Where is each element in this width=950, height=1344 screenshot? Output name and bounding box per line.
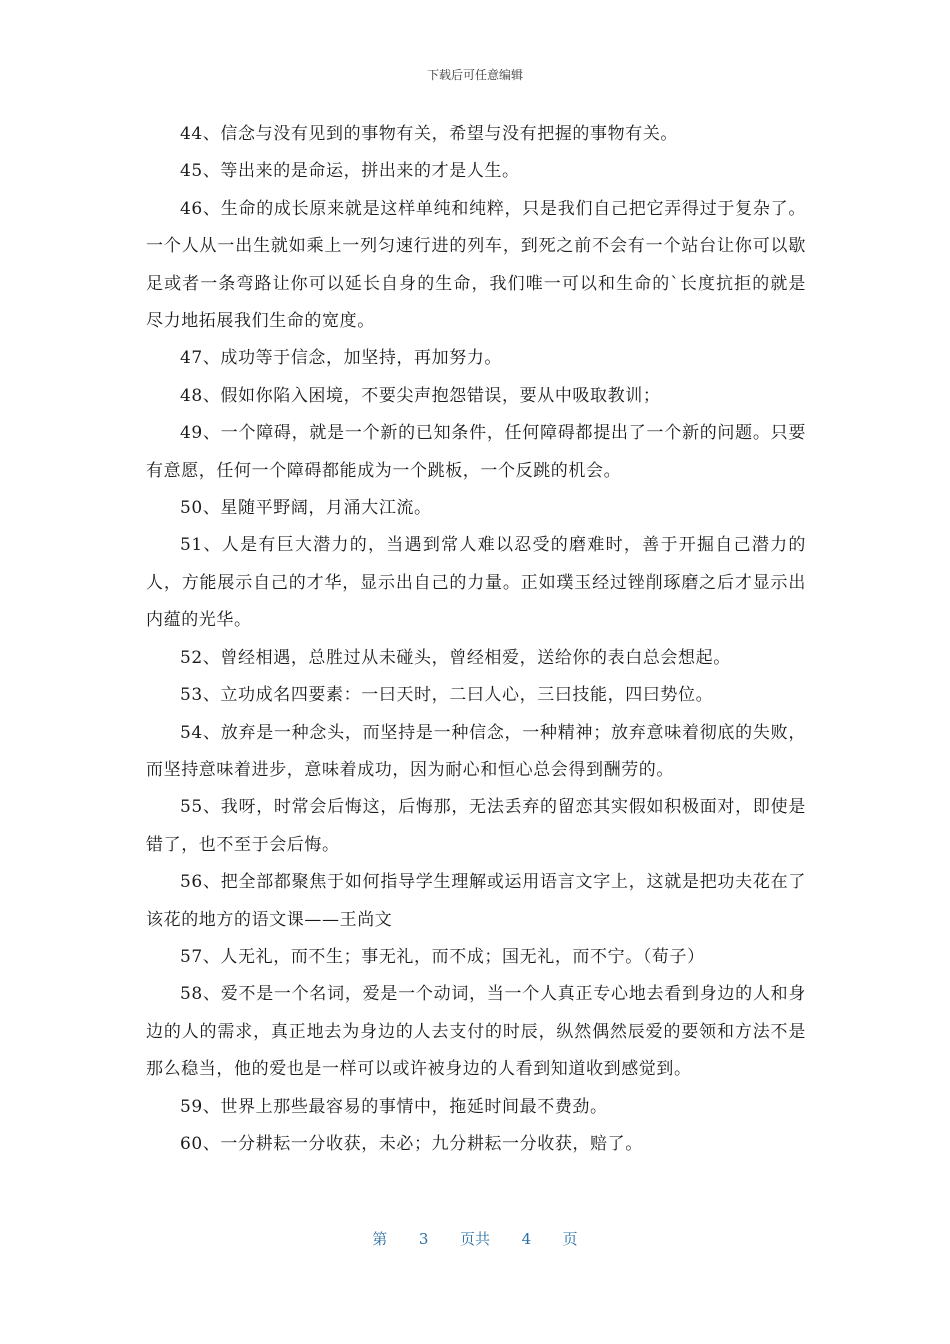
paragraph-57: 57、人无礼，而不生；事无礼，而不成；国无礼，而不宁。（荀子） xyxy=(180,946,705,967)
document-body xyxy=(146,116,806,1163)
paragraph-58: 58、爱不是一个名词，爱是一个动词，当一个人真正专心地去看到身边的人和身边的人的需求，真正地去为身边的人去支付的时辰，纵然偶然辰爱的要领和方法不是那么稳当，他的爱也是一样可以或许被身边的人看到知道收到感觉到。 xyxy=(146,984,806,1080)
footer-total-pages: 4 xyxy=(521,1230,532,1248)
footer-page-suffix: 页 xyxy=(562,1230,578,1248)
paragraph-46: 46、生命的成长原来就是这样单纯和纯粹，只是我们自己把它弄得过于复杂了。一个人从一出生就如乘上一列匀速行进的列车，到死之前不会有一个站台让你可以歇足或者一条弯路让你可以延长自身的生命，我们唯一可以和生命的`长度抗拒的就是尽力地拓展我们生命的宽度。 xyxy=(146,198,806,332)
paragraph-54: 54、放弃是一种念头，而坚持是一种信念，一种精神；放弃意味着彻底的失败，而坚持意味着进步，意味着成功，因为耐心和恒心总会得到酬劳的。 xyxy=(146,722,806,780)
page-header: 下载后可任意编辑 xyxy=(426,68,523,82)
paragraph-56: 56、把全部都聚焦于如何指导学生理解或运用语言文字上，这就是把功夫花在了该花的地方的语文课——王尚文 xyxy=(146,872,806,930)
paragraph-60: 60、一分耕耘一分收获，未必；九分耕耘一分收获，赔了。 xyxy=(180,1133,643,1154)
footer-page-prefix: 第 xyxy=(372,1230,388,1248)
paragraph-49: 49、一个障碍，就是一个新的已知条件，任何障碍都提出了一个新的问题。只要有意愿，任何一个障碍都能成为一个跳板，一个反跳的机会。 xyxy=(146,423,806,481)
paragraph-50: 50、星随平野阔，月涌大江流。 xyxy=(180,498,432,519)
paragraph-53: 53、立功成名四要素：一曰天时，二曰人心，三曰技能，四曰势位。 xyxy=(180,685,714,706)
paragraph-52: 52、曾经相遇，总胜过从未碰头，曾经相爱，送给你的表白总会想起。 xyxy=(180,647,731,668)
paragraph-55: 55、我呀，时常会后悔这，后悔那，无法丢弃的留恋其实假如积极面对，即使是错了，也不至于会后悔。 xyxy=(146,797,806,855)
paragraph-59: 59、世界上那些最容易的事情中，拖延时间最不费劲。 xyxy=(180,1096,608,1117)
footer-total-prefix: 页共 xyxy=(459,1230,490,1248)
paragraph-51: 51、人是有巨大潜力的，当遇到常人难以忍受的磨难时，善于开掘自己潜力的人，方能展示自己的才华，显示出自己的力量。正如璞玉经过锉削琢磨之后才显示出内蕴的光华。 xyxy=(146,535,806,631)
paragraph-47: 47、成功等于信念，加坚持，再加努力。 xyxy=(180,348,503,369)
paragraph-45: 45、等出来的是命运，拼出来的才是人生。 xyxy=(180,161,520,182)
paragraph-44: 44、信念与没有见到的事物有关，希望与没有把握的事物有关。 xyxy=(180,124,679,144)
page-footer xyxy=(0,1228,950,1249)
footer-current-page: 3 xyxy=(418,1230,429,1248)
paragraph-48: 48、假如你陷入困境，不要尖声抱怨错误，要从中吸取教训； xyxy=(180,385,661,406)
